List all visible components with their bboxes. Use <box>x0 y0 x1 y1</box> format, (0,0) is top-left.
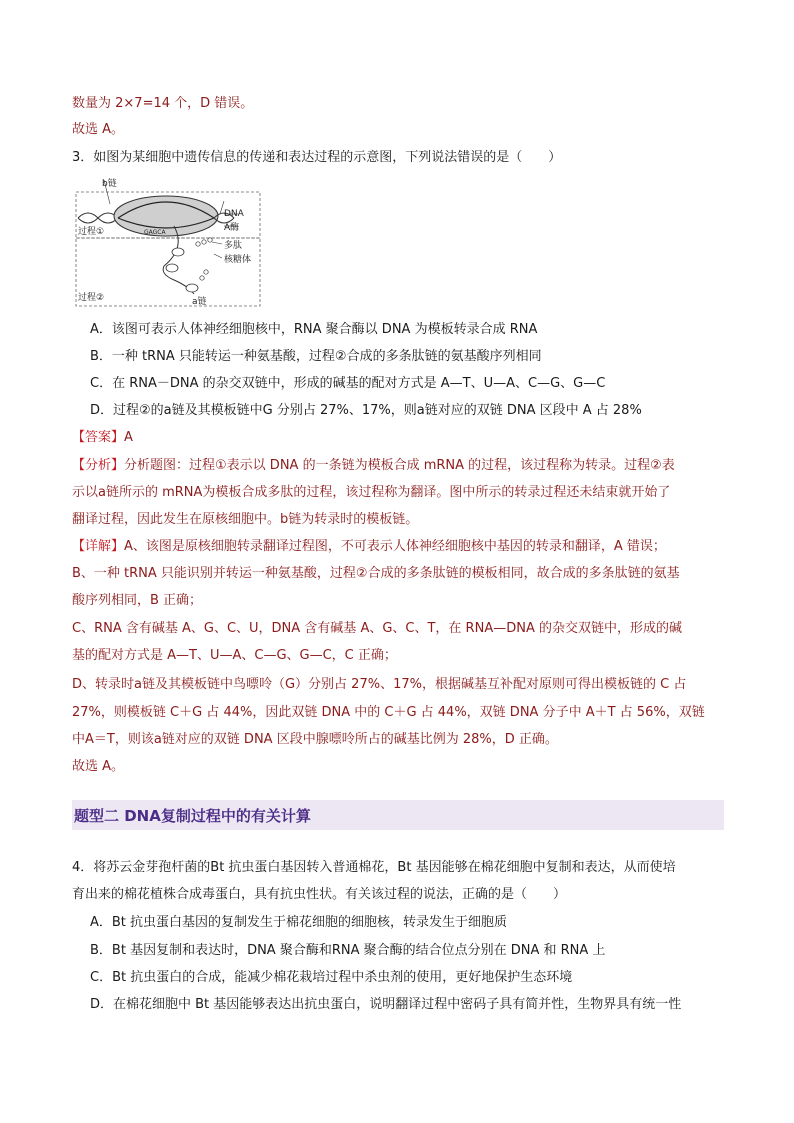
q3-analysis-line-1 <box>72 456 675 476</box>
q3-detail-line-8: 中A＝T，则该a链对应的双链 DNA 区段中腺嘌呤所占的碱基比例为 28%，D 正确。 <box>72 732 558 747</box>
label-enzyme-a: A酶 <box>224 223 240 233</box>
q3-detail-line-1 <box>72 537 666 557</box>
q4-option-d: D．在棉花细胞中 Bt 基因能够表达出抗虫蛋白，说明翻译过程中密码子具有简并性，生物界具有统一性 <box>90 997 682 1012</box>
detail-text-1: A、该图是原核细胞转录翻译过程图，不可表示人体神经细胞核中基因的转录和翻译，A 错误； <box>124 539 666 554</box>
question-3-stem: 3．如图为某细胞中遗传信息的传递和表达过程的示意图，下列说法错误的是（ ） <box>72 150 562 165</box>
label-process2: 过程② <box>78 293 105 303</box>
label-dna: DNA <box>224 209 244 219</box>
q3-option-d: D．过程②的a链及其模板链中G 分别占 27%、17%，则a链对应的双链 DNA 区段中 A 占 28% <box>90 403 642 418</box>
q3-analysis-line-2: 示以a链所示的 mRNA为模板合成多肽的过程，该过程称为翻译。图中所示的转录过程还未结束就开始了 <box>72 485 671 500</box>
section-heading: 题型二 DNA复制过程中的有关计算 <box>74 807 311 825</box>
q4-stem-line-1: 4．将苏云金芽孢杆菌的Bt 抗虫蛋白基因转入普通棉花，Bt 基因能够在棉花细胞中复制和表达，从而使培 <box>72 860 676 875</box>
label-process1: 过程① <box>78 227 105 237</box>
q4-option-b: B．Bt 基因复制和表达时，DNA 聚合酶和RNA 聚合酶的结合位点分别在 DNA 和 RNA 上 <box>90 943 606 958</box>
analysis-tag: 【分析】 <box>72 458 125 473</box>
label-ribosome: 核糖体 <box>224 255 252 265</box>
answer-tag: 【答案】 <box>72 430 125 445</box>
q4-stem-line-2: 育出来的棉花植株合成毒蛋白，具有抗虫性状。有关该过程的说法，正确的是（ ） <box>72 887 567 902</box>
detail-tag: 【详解】 <box>72 539 125 554</box>
q3-option-c: C．在 RNA－DNA 的杂交双链中，形成的碱基的配对方式是 A—T、U—A、C—G、G—C <box>90 376 606 391</box>
q3-detail-line-6: D、转录时a链及其模板链中鸟嘌呤（G）分别占 27%、17%，根据碱基互补配对原则可得出模板链的 C 占 <box>72 677 687 692</box>
q3-option-b: B．一种 tRNA 只能转运一种氨基酸，过程②合成的多条肽链的氨基酸序列相同 <box>90 349 542 364</box>
label-b-chain: b链 <box>102 179 117 189</box>
transcription-translation-diagram <box>74 176 262 310</box>
q3-detail-line-3: 酸序列相同，B 正确； <box>72 593 203 608</box>
q3-answer <box>72 428 133 448</box>
prev-detail-line: 数量为 2×7=14 个，D 错误。 <box>72 96 254 111</box>
q3-option-a: A．该图可表示人体神经细胞核中，RNA 聚合酶以 DNA 为模板转录合成 RNA <box>90 322 538 337</box>
label-a-chain: a链 <box>192 297 207 307</box>
q3-detail-line-5: 基的配对方式是 A—T、U—A、C—G、G—C，C 正确； <box>72 648 397 663</box>
q3-analysis-line-3: 翻译过程，因此发生在原核细胞中。b链为转录时的模板链。 <box>72 512 419 527</box>
answer-value: A <box>124 430 133 445</box>
q3-detail-line-9: 故选 A。 <box>72 759 125 774</box>
q3-detail-line-7: 27%，则模板链 C＋G 占 44%，因此双链 DNA 中的 C＋G 占 44%，双链 DNA 分子中 A＋T 占 56%，双链 <box>72 705 705 720</box>
label-sequence: GAGCA <box>144 229 166 236</box>
analysis-text-1: 分析题图：过程①表示以 DNA 的一条链为模板合成 mRNA 的过程，该过程称为转录。过程②表 <box>124 458 675 473</box>
q4-option-a: A．Bt 抗虫蛋白基因的复制发生于棉花细胞的细胞核，转录发生于细胞质 <box>90 915 508 930</box>
q3-detail-line-4: C、RNA 含有碱基 A、G、C、U，DNA 含有碱基 A、G、C、T，在 RNA—DNA 的杂交双链中，形成的碱 <box>72 621 682 636</box>
q4-option-c: C．Bt 抗虫蛋白的合成，能减少棉花栽培过程中杀虫剂的使用，更好地保护生态环境 <box>90 970 573 985</box>
prev-conclusion: 故选 A。 <box>72 122 125 137</box>
q3-detail-line-2: B、一种 tRNA 只能识别并转运一种氨基酸，过程②合成的多条肽链的模板相同，故合成的多条肽链的氨基 <box>72 566 680 581</box>
label-polypeptide: 多肽 <box>224 241 243 251</box>
